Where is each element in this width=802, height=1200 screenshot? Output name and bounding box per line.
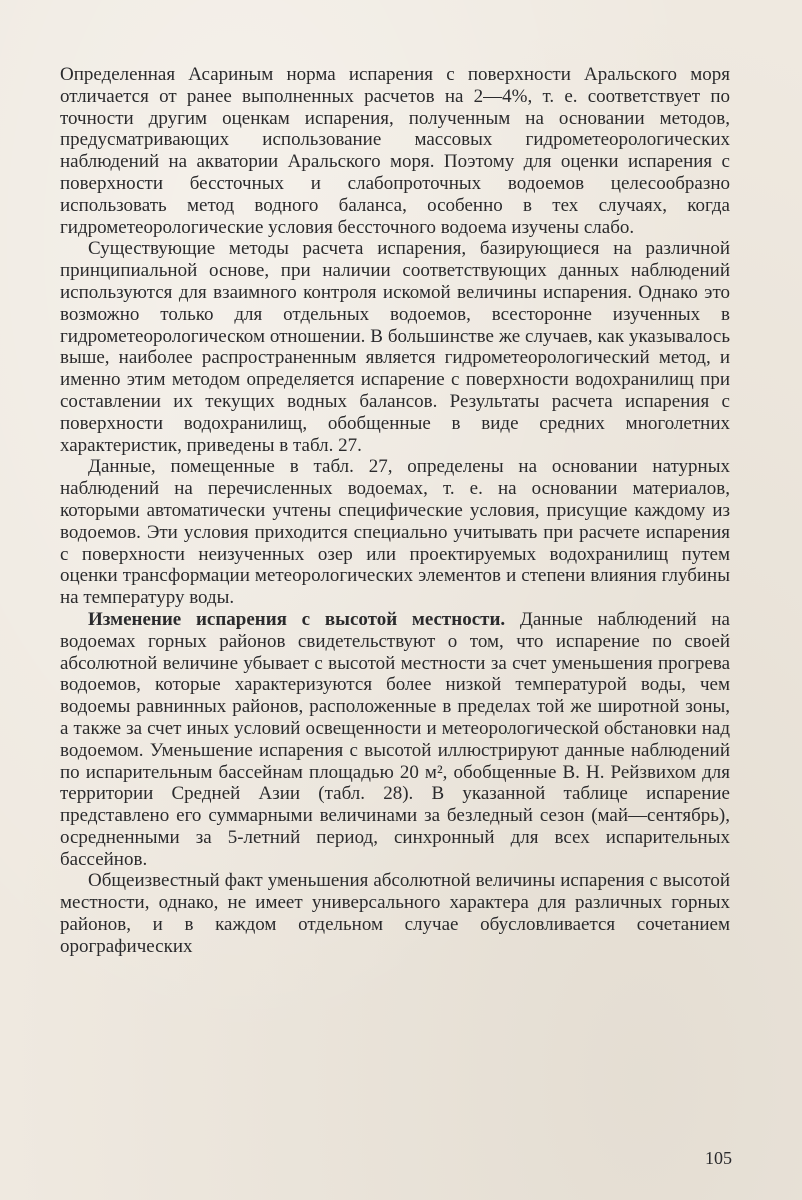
- paragraph-calculation-methods: Существующие методы расчета испарения, базирующиеся на различной принципиальной основе, при наличии соответствующих данных наблюдений используются для взаимного контроля искомой величины испарения. Однако это возможно только для отдельных водоемов, всесторонне изученных в гидрометеорологическом отношении. В большинстве же случаев, как указывалось выше, наиболее распространенным является гидрометеорологический метод, и именно этим методом определяется испарение с поверхности водохранилищ при составлении их текущих водных балансов. Результаты расчета испарения с поверхности водохранилищ, обобщенные в виде средних многолетних характеристик, приведены в табл. 27.: [60, 238, 730, 456]
- section-heading-inline: Изменение испарения с высотой местности.: [88, 608, 506, 630]
- body-text: [60, 64, 730, 958]
- page-number: 105: [705, 1148, 732, 1168]
- paragraph-aral-evaporation: Определенная Асариным норма испарения с поверхности Аральского моря отличается от ранее выполненных расчетов на 2—4%, т. е. соответствует по точности другим оценкам испарения, полученным на основании методов, предусматривающих использование массовых гидрометеорологических наблюдений на акватории Аральского моря. Поэтому для оценки испарения с поверхности бессточных и слабопроточных водоемов целесообразно использовать метод водного баланса, особенно в тех случаях, когда гидрометеорологические условия бессточного водоема изучены слабо.: [60, 64, 730, 238]
- paragraph-table-27-data: Данные, помещенные в табл. 27, определены на основании натурных наблюдений на перечисленных водоемах, т. е. на основании материалов, которыми автоматически учтены специфические условия, присущие каждому из водоемов. Эти условия приходится специально учитывать при расчете испарения с поверхности неизученных озер или проектируемых водохранилищ путем оценки трансформации метеорологических элементов и степени влияния глубины на температуру воды.: [60, 456, 730, 609]
- paragraph-general-fact: Общеизвестный факт уменьшения абсолютной величины испарения с высотой местности, однако, не имеет универсального характера для различных горных районов, и в каждом отдельном случае обусловливается сочетанием орографических: [60, 870, 730, 957]
- paragraph-altitude-text: Данные наблюдений на водоемах горных районов свидетельствуют о том, что испарение по своей абсолютной величине убывает с высотой местности за счет уменьшения прогрева водоемов, которые характеризуются более низкой температурой воды, чем водоемы равнинных районов, расположенные в пределах той же широтной зоны, а также за счет иных условий освещенности и метеорологической обстановки над водоемом. Уменьшение испарения с высотой иллюстрируют данные наблюдений по испарительным бассейнам площадью 20 м², обобщенные В. Н. Рейзвихом для территории Средней Азии (табл. 28). В указанной таблице испарение представлено его суммарными величинами за безледный сезон (май—сентябрь), осредненными за 5-летний период, синхронный для всех испарительных бассейнов.: [60, 608, 730, 870]
- paragraph-altitude-change: [60, 609, 730, 871]
